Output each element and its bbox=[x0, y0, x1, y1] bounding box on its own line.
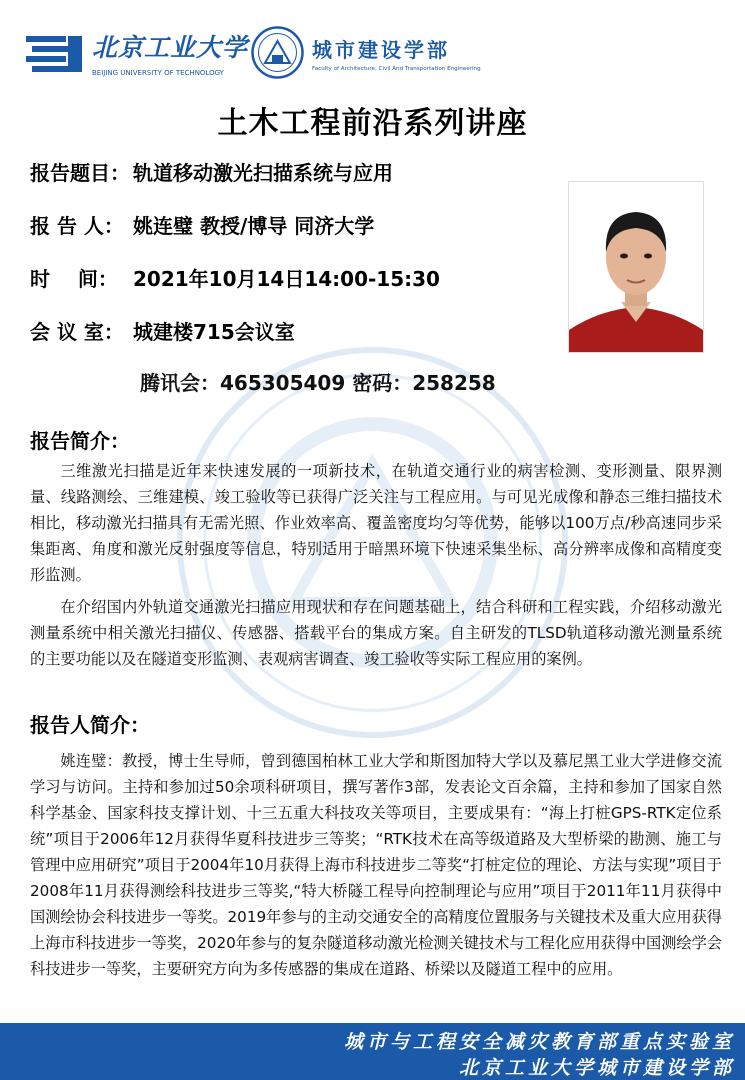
footer-lab-name: 城市与工程安全减灾教育部重点实验室 bbox=[343, 1031, 735, 1053]
faculty-seal-icon bbox=[250, 25, 305, 80]
page-title: 土木工程前沿系列讲座 bbox=[217, 106, 528, 141]
faculty-name: 城市建设学部 bbox=[312, 38, 450, 62]
time-value: 2021年10月14日14:00-15:30 bbox=[133, 267, 440, 291]
speaker-intro-heading: 报告人简介： bbox=[30, 713, 150, 737]
room-row bbox=[30, 316, 295, 345]
university-name: 北京工业大学 bbox=[92, 33, 249, 62]
speaker-label: 报 告 人： bbox=[30, 214, 124, 238]
topic-label: 报告题目： bbox=[30, 161, 130, 185]
speaker-row bbox=[30, 210, 374, 239]
speaker-intro-paragraph: 姚连璧：教授，博士生导师，曾到德国柏林工业大学和斯图加特大学以及慕尼黑工业大学进修交流学习与访问。主持和参加过50余项科研项目，撰写著作3部，发表论文百余篇，主持和参加了国家自然科学基金、国家科技支撑计划、十三五重大科技攻关等项目，主要成果有：“海上打桩GPS-RTK定位系统”项目于2006年12月获得华夏科技进步三等奖；“RTK技术在高等级道路及大型桥梁的勘测、施工与管理中应用研究”项目于2004年10月获得上海市科技进步二等奖“打桩定位的理论、方法与实现”项目于2008年11月获得测绘科技进步三等奖,“特大桥隧工程导向控制理论与应用”项目于2011年11月获得中国测绘协会科技进步一等奖。2019年参与的主动交通安全的高精度位置服务与关键技术及重大应用获得上海市科技进步一等奖，2020年参与的复杂隧道移动激光检测关键技术与工程化应用获得中国测绘学会科技进步一等奖，主要研究方向为多传感器的集成在道路、桥梁以及隧道工程中的应用。 bbox=[30, 752, 722, 978]
header bbox=[0, 20, 745, 90]
speaker-photo bbox=[568, 181, 704, 353]
bjut-logo-icon bbox=[24, 32, 86, 76]
report-intro-paragraph-2: 在介绍国内外轨道交通激光扫描应用现状和存在问题基础上，结合科研和工程实践，介绍移动激光测量系统中相关激光扫描仪、传感器、搭载平台的集成方案。自主研发的TLSD轨道移动激光测量系统的主要功能以及在隧道变形监测、表观病害调查、竣工验收等实际工程应用的案例。 bbox=[30, 598, 722, 668]
tencent-meeting: 腾讯会：465305409 密码：258258 bbox=[140, 371, 496, 395]
speaker-value: 姚连璧 教授/博导 同济大学 bbox=[133, 214, 375, 238]
report-intro-heading: 报告简介： bbox=[30, 429, 130, 453]
time-label: 时 间： bbox=[30, 267, 118, 291]
topic-value: 轨道移动激光扫描系统与应用 bbox=[133, 161, 393, 185]
footer-faculty-name: 北京工业大学城市建设学部 bbox=[458, 1057, 735, 1079]
room-value: 城建楼715会议室 bbox=[133, 320, 295, 344]
university-en: BEIJING UNIVERSITY OF TECHNOLOGY bbox=[92, 69, 224, 77]
footer-banner bbox=[0, 1023, 745, 1080]
topic-row bbox=[30, 157, 393, 186]
room-label: 会 议 室： bbox=[30, 320, 124, 344]
report-intro-paragraph-1: 三维激光扫描是近年来快速发展的一项新技术，在轨道交通行业的病害检测、变形测量、限界测量、线路测绘、三维建模、竣工验收等已获得广泛关注与工程应用。与可见光成像和静态三维扫描技术相比，移动激光扫描具有无需光照、作业效率高、覆盖密度均匀等优势，能够以100万点/秒高速同步采集距离、角度和激光反射强度等信息，特别适用于暗黑环境下快速采集坐标、高分辨率成像和高精度变形监测。 bbox=[30, 462, 722, 584]
time-row bbox=[30, 263, 440, 292]
faculty-en: Faculty of Architecture, Civil And Transportation Engineering bbox=[312, 66, 481, 72]
